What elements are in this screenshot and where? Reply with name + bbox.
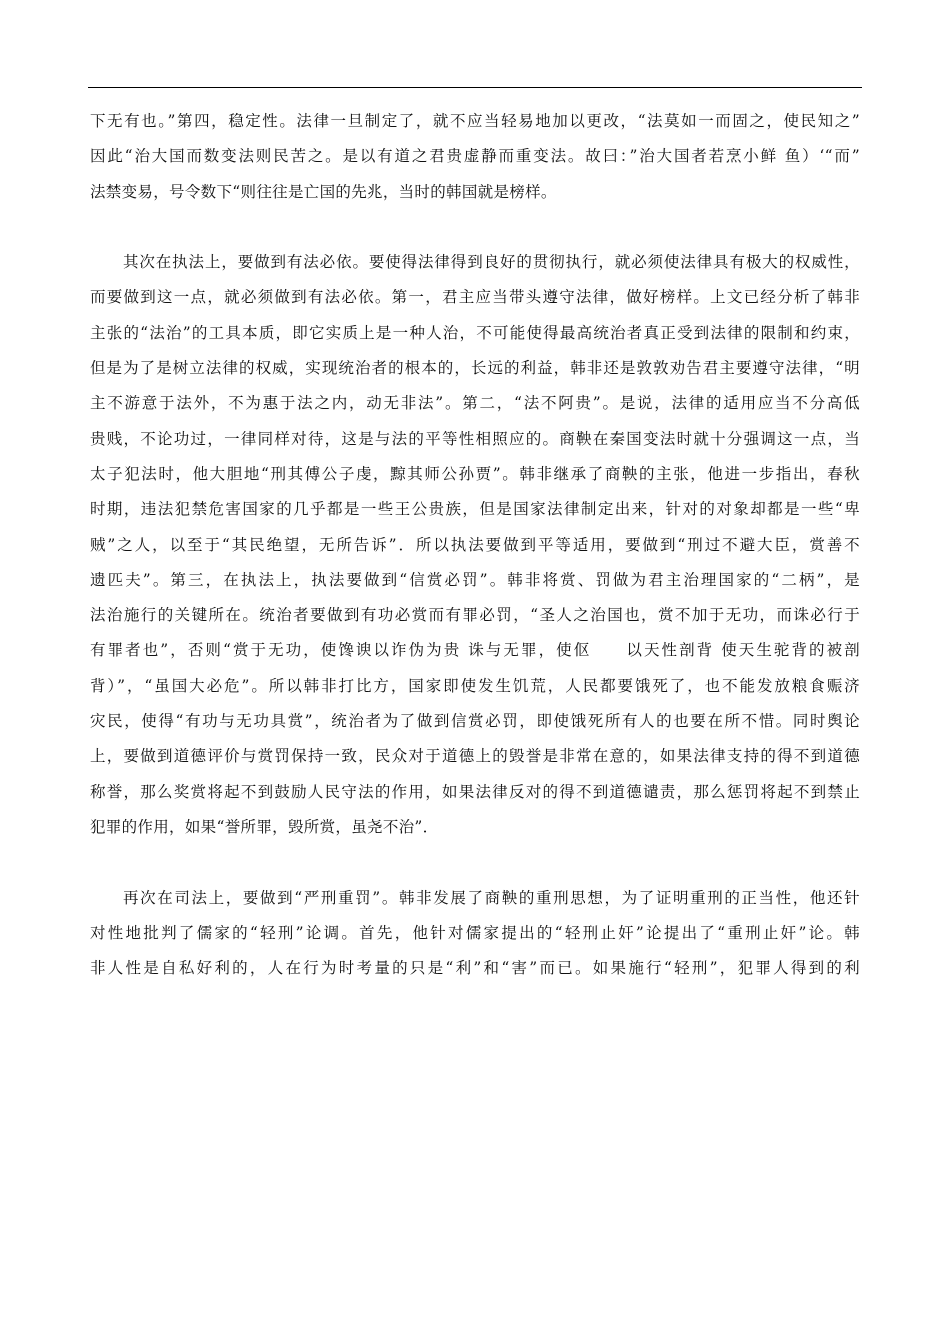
text-line: 有罪者也”，否则“赏于无功，使馋谀以诈伪为贵 诛与无罪，使伛 以天性剖背 使天生驼背的被剖: [90, 641, 860, 660]
header-rule: [88, 87, 862, 88]
text-line: 再次在司法上，要做到“严刑重罚”。韩非发展了商鞅的重刑思想，为了证明重刑的正当性，他还针: [123, 888, 860, 907]
text-line: 贼”之人，以至于“其民绝望，无所告诉”．所以执法要做到平等适用，要做到“刑过不避大臣，赏善不: [90, 535, 860, 554]
text-line: 上，要做到道德评价与赏罚保持一致，民众对于道德上的毁誉是非常在意的，如果法律支持的得不到道德: [90, 747, 860, 766]
body-text: [90, 104, 860, 986]
text-line: 遗匹夫”。第三，在执法上，执法要做到“信赏必罚”。韩非将赏、罚做为君主治理国家的“二柄”，是: [90, 570, 860, 589]
text-line: 而要做到这一点，就必须做到有法必依。第一，君主应当带头遵守法律，做好榜样。上文已经分析了韩非: [90, 288, 860, 307]
text-line: 主张的“法治”的工具本质，即它实质上是一种人治，不可能使得最高统治者真正受到法律的限制和约束，: [90, 323, 860, 342]
text-line: 时期，违法犯禁危害国家的几乎都是一些王公贵族，但是国家法律制定出来，针对的对象却都是一些“卑: [90, 500, 860, 519]
text-line: 非人性是自私好利的，人在行为时考量的只是“利”和“害”而已。如果施行“轻刑”，犯罪人得到的利: [90, 959, 860, 978]
text-line: 法禁变易，号令数下“则往往是亡国的先兆，当时的韩国就是榜样。: [90, 182, 557, 201]
paragraph-gap: [90, 210, 860, 245]
text-line: 背）”，“虽国大必危”。所以韩非打比方，国家即使发生饥荒，人民都要饿死了，也不能发放粮食赈济: [90, 676, 860, 695]
text-line: 灾民，使得“有功与无功具赏”，统治者为了做到信赏必罚，即使饿死所有人的也要在所不惜。同时舆论: [90, 712, 860, 731]
text-line: 因此“治大国而数变法则民苦之。是以有道之君贵虚静而重变法。故曰：”治大国者若烹小鲜 鱼）‘“而”: [90, 147, 860, 166]
text-line: 下无有也。”第四，稳定性。法律一旦制定了，就不应当轻易地加以更改，“法莫如一而固之，使民知之”: [90, 112, 860, 130]
paragraph-gap: [90, 845, 860, 880]
text-line: 主不游意于法外，不为惠于法之内，动无非法”。第二，“法不阿贵”。是说，法律的适用应当不分高低: [90, 394, 860, 413]
text-line: 对性地批判了儒家的“轻刑”论调。首先，他针对儒家提出的“轻刑止奸”论提出了“重刑止奸”论。韩: [90, 923, 860, 942]
text-line: 贵贱，不论功过，一律同样对待，这是与法的平等性相照应的。商鞅在秦国变法时就十分强调这一点，当: [90, 429, 860, 448]
text-line: 犯罪的作用，如果“誉所罪，毁所赏，虽尧不治”．: [90, 817, 439, 836]
text-line: 称誉，那么奖赏将起不到鼓励人民守法的作用，如果法律反对的得不到道德谴责，那么惩罚将起不到禁止: [90, 782, 860, 801]
text-line: 法治施行的关键所在。统治者要做到有功必赏而有罪必罚，“圣人之治国也，赏不加于无功，而诛必行于: [90, 606, 860, 625]
text-line: 太子犯法时，他大胆地“刑其傅公子虔，黥其师公孙贾”。韩非继承了商鞅的主张，他进一步指出，春秋: [90, 464, 860, 483]
text-line: 其次在执法上，要做到有法必依。要使得法律得到良好的贯彻执行，就必须使法律具有极大的权威性，: [123, 253, 860, 272]
text-line: 但是为了是树立法律的权威，实现统治者的根本的，长远的利益，韩非还是敦敦劝告君主要遵守法律，“明: [90, 359, 860, 378]
